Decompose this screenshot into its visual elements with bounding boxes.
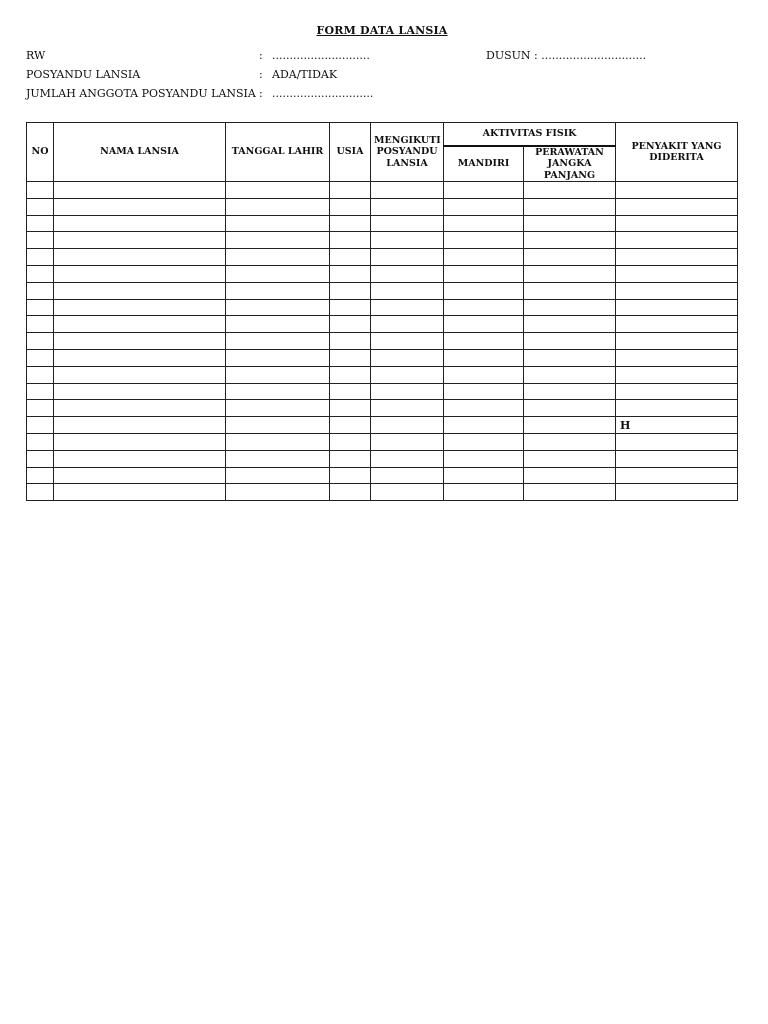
field-dusun-label: DUSUN : — [486, 49, 538, 62]
cell-penyakit[interactable] — [616, 450, 738, 467]
table-row — [27, 182, 738, 199]
cell-no[interactable] — [27, 417, 54, 434]
field-posyandu — [26, 65, 486, 84]
cell-no[interactable] — [27, 215, 54, 232]
header-tanggal-lahir: TANGGAL LAHIR — [226, 123, 330, 182]
cell-mengikuti-posyandu[interactable] — [371, 282, 444, 299]
cell-mandiri[interactable] — [444, 198, 524, 215]
table-body — [27, 182, 738, 501]
header-penyakit: PENYAKIT YANG DIDERITA — [616, 123, 738, 182]
cell-penyakit[interactable]: H — [616, 417, 738, 434]
cell-tanggal-lahir[interactable] — [226, 333, 330, 350]
cell-usia[interactable] — [330, 182, 371, 199]
cell-mandiri[interactable] — [444, 383, 524, 400]
cell-perawatan-jangka-panjang[interactable] — [524, 450, 616, 467]
cell-mengikuti-posyandu[interactable] — [371, 349, 444, 366]
cell-usia[interactable] — [330, 299, 371, 316]
cell-no[interactable] — [27, 383, 54, 400]
cell-mandiri[interactable] — [444, 299, 524, 316]
cell-nama-lansia[interactable] — [54, 383, 226, 400]
cell-mengikuti-posyandu[interactable] — [371, 366, 444, 383]
field-dusun — [486, 46, 646, 65]
cell-usia[interactable] — [330, 215, 371, 232]
cell-penyakit[interactable] — [616, 299, 738, 316]
cell-perawatan-jangka-panjang[interactable] — [524, 417, 616, 434]
cell-penyakit[interactable] — [616, 433, 738, 450]
cell-penyakit[interactable] — [616, 215, 738, 232]
field-dusun-value[interactable]: .............................. — [541, 49, 647, 62]
cell-perawatan-jangka-panjang[interactable] — [524, 316, 616, 333]
cell-mandiri[interactable] — [444, 249, 524, 266]
field-jumlah-value[interactable]: ............................. — [272, 87, 374, 100]
cell-penyakit[interactable] — [616, 467, 738, 484]
cell-tanggal-lahir[interactable] — [226, 366, 330, 383]
cell-mandiri[interactable] — [444, 232, 524, 249]
cell-nama-lansia[interactable] — [54, 484, 226, 501]
cell-usia[interactable] — [330, 417, 371, 434]
cell-no[interactable] — [27, 265, 54, 282]
form-title: FORM DATA LANSIA — [316, 24, 448, 37]
cell-no[interactable] — [27, 467, 54, 484]
header-perawatan-jangka-panjang: PERAWATAN JANGKA PANJANG — [524, 146, 616, 182]
cell-perawatan-jangka-panjang[interactable] — [524, 333, 616, 350]
cell-usia[interactable] — [330, 366, 371, 383]
cell-nama-lansia[interactable] — [54, 333, 226, 350]
cell-perawatan-jangka-panjang[interactable] — [524, 182, 616, 199]
cell-no[interactable] — [27, 198, 54, 215]
cell-usia[interactable] — [330, 198, 371, 215]
table-row — [27, 316, 738, 333]
cell-usia[interactable] — [330, 232, 371, 249]
cell-perawatan-jangka-panjang[interactable] — [524, 400, 616, 417]
cell-mandiri[interactable] — [444, 333, 524, 350]
cell-usia[interactable] — [330, 467, 371, 484]
table-row — [27, 450, 738, 467]
cell-tanggal-lahir[interactable] — [226, 484, 330, 501]
cell-nama-lansia[interactable] — [54, 282, 226, 299]
cell-no[interactable] — [27, 182, 54, 199]
field-posyandu-label: POSYANDU LANSIA — [26, 68, 141, 81]
cell-perawatan-jangka-panjang[interactable] — [524, 383, 616, 400]
cell-mengikuti-posyandu[interactable] — [371, 198, 444, 215]
header-no: NO — [27, 123, 54, 182]
cell-tanggal-lahir[interactable] — [226, 316, 330, 333]
cell-perawatan-jangka-panjang[interactable] — [524, 467, 616, 484]
cell-penyakit[interactable] — [616, 400, 738, 417]
cell-nama-lansia[interactable] — [54, 467, 226, 484]
cell-perawatan-jangka-panjang[interactable] — [524, 232, 616, 249]
cell-penyakit[interactable] — [616, 484, 738, 501]
cell-nama-lansia[interactable] — [54, 182, 226, 199]
table-row — [27, 349, 738, 366]
cell-mandiri[interactable] — [444, 467, 524, 484]
header-aktivitas-fisik: AKTIVITAS FISIK — [444, 123, 616, 146]
cell-tanggal-lahir[interactable] — [226, 232, 330, 249]
cell-mengikuti-posyandu[interactable] — [371, 215, 444, 232]
table-row — [27, 333, 738, 350]
cell-penyakit[interactable] — [616, 282, 738, 299]
cell-usia[interactable] — [330, 433, 371, 450]
cell-penyakit[interactable] — [616, 349, 738, 366]
table-row — [27, 417, 738, 434]
cell-tanggal-lahir[interactable] — [226, 249, 330, 266]
cell-tanggal-lahir[interactable] — [226, 433, 330, 450]
cell-tanggal-lahir[interactable] — [226, 182, 330, 199]
cell-penyakit[interactable] — [616, 249, 738, 266]
table-row — [27, 400, 738, 417]
cell-penyakit[interactable] — [616, 333, 738, 350]
cell-tanggal-lahir[interactable] — [226, 400, 330, 417]
cell-usia[interactable] — [330, 450, 371, 467]
header-usia: USIA — [330, 123, 371, 182]
cell-tanggal-lahir[interactable] — [226, 450, 330, 467]
table-row — [27, 198, 738, 215]
cell-no[interactable] — [27, 316, 54, 333]
cell-no[interactable] — [27, 433, 54, 450]
table-row — [27, 232, 738, 249]
cell-nama-lansia[interactable] — [54, 232, 226, 249]
cell-mandiri[interactable] — [444, 400, 524, 417]
cell-usia[interactable] — [330, 349, 371, 366]
cell-perawatan-jangka-panjang[interactable] — [524, 299, 616, 316]
table-row — [27, 282, 738, 299]
table-row — [27, 484, 738, 501]
cell-tanggal-lahir[interactable] — [226, 299, 330, 316]
cell-nama-lansia[interactable] — [54, 198, 226, 215]
cell-penyakit[interactable] — [616, 182, 738, 199]
cell-mandiri[interactable] — [444, 349, 524, 366]
cell-mengikuti-posyandu[interactable] — [371, 299, 444, 316]
cell-perawatan-jangka-panjang[interactable] — [524, 433, 616, 450]
cell-tanggal-lahir[interactable] — [226, 282, 330, 299]
table-row — [27, 366, 738, 383]
cell-penyakit[interactable] — [616, 232, 738, 249]
cell-mengikuti-posyandu[interactable] — [371, 182, 444, 199]
cell-mandiri[interactable] — [444, 366, 524, 383]
cell-mengikuti-posyandu[interactable] — [371, 417, 444, 434]
cell-mandiri[interactable] — [444, 265, 524, 282]
cell-no[interactable] — [27, 450, 54, 467]
table-row — [27, 383, 738, 400]
field-jumlah-label: JUMLAH ANGGOTA POSYANDU LANSIA — [26, 87, 256, 100]
cell-nama-lansia[interactable] — [54, 366, 226, 383]
field-jumlah-colon: : — [259, 87, 263, 100]
field-jumlah — [26, 84, 486, 103]
cell-nama-lansia[interactable] — [54, 400, 226, 417]
cell-nama-lansia[interactable] — [54, 299, 226, 316]
table-row — [27, 467, 738, 484]
table-row — [27, 299, 738, 316]
cell-usia[interactable] — [330, 333, 371, 350]
cell-no[interactable] — [27, 484, 54, 501]
cell-mengikuti-posyandu[interactable] — [371, 383, 444, 400]
cell-mengikuti-posyandu[interactable] — [371, 433, 444, 450]
table-header — [27, 123, 738, 182]
cell-perawatan-jangka-panjang[interactable] — [524, 215, 616, 232]
cell-nama-lansia[interactable] — [54, 349, 226, 366]
cell-mengikuti-posyandu[interactable] — [371, 333, 444, 350]
cell-mengikuti-posyandu[interactable] — [371, 450, 444, 467]
cell-mandiri[interactable] — [444, 215, 524, 232]
cell-no[interactable] — [27, 299, 54, 316]
cell-mengikuti-posyandu[interactable] — [371, 249, 444, 266]
cell-penyakit[interactable] — [616, 198, 738, 215]
field-posyandu-value[interactable]: ADA/TIDAK — [272, 68, 338, 81]
field-posyandu-colon: : — [259, 68, 263, 81]
cell-tanggal-lahir[interactable] — [226, 215, 330, 232]
cell-no[interactable] — [27, 366, 54, 383]
cell-mandiri[interactable] — [444, 282, 524, 299]
header-mengikuti-posyandu: MENGIKUTI POSYANDU LANSIA — [371, 123, 444, 182]
cell-usia[interactable] — [330, 400, 371, 417]
cell-perawatan-jangka-panjang[interactable] — [524, 349, 616, 366]
cell-no[interactable] — [27, 282, 54, 299]
header-mandiri: MANDIRI — [444, 146, 524, 182]
cell-mengikuti-posyandu[interactable] — [371, 467, 444, 484]
cell-no[interactable] — [27, 249, 54, 266]
table-row — [27, 433, 738, 450]
cell-no[interactable] — [27, 349, 54, 366]
cell-nama-lansia[interactable] — [54, 215, 226, 232]
cell-usia[interactable] — [330, 316, 371, 333]
cell-usia[interactable] — [330, 484, 371, 501]
cell-nama-lansia[interactable] — [54, 417, 226, 434]
cell-perawatan-jangka-panjang[interactable] — [524, 265, 616, 282]
cell-nama-lansia[interactable] — [54, 249, 226, 266]
cell-no[interactable] — [27, 333, 54, 350]
cell-usia[interactable] — [330, 383, 371, 400]
cell-tanggal-lahir[interactable] — [226, 417, 330, 434]
lansia-table — [26, 122, 738, 501]
cell-nama-lansia[interactable] — [54, 433, 226, 450]
table-row — [27, 265, 738, 282]
header-nama-lansia: NAMA LANSIA — [54, 123, 226, 182]
table-row — [27, 249, 738, 266]
cell-mengikuti-posyandu[interactable] — [371, 265, 444, 282]
cell-mengikuti-posyandu[interactable] — [371, 400, 444, 417]
cell-perawatan-jangka-panjang[interactable] — [524, 484, 616, 501]
cell-perawatan-jangka-panjang[interactable] — [524, 366, 616, 383]
field-rw-value[interactable]: ............................ — [272, 49, 370, 62]
cell-penyakit[interactable] — [616, 316, 738, 333]
cell-no[interactable] — [27, 232, 54, 249]
cell-nama-lansia[interactable] — [54, 316, 226, 333]
field-rw-label: RW — [26, 49, 46, 62]
cell-usia[interactable] — [330, 265, 371, 282]
cell-penyakit[interactable] — [616, 366, 738, 383]
cell-tanggal-lahir[interactable] — [226, 349, 330, 366]
cell-nama-lansia[interactable] — [54, 265, 226, 282]
cell-mandiri[interactable] — [444, 182, 524, 199]
cell-tanggal-lahir[interactable] — [226, 467, 330, 484]
cell-usia[interactable] — [330, 282, 371, 299]
cell-mandiri[interactable] — [444, 417, 524, 434]
cell-perawatan-jangka-panjang[interactable] — [524, 282, 616, 299]
field-rw — [26, 46, 486, 65]
cell-nama-lansia[interactable] — [54, 450, 226, 467]
cell-penyakit[interactable] — [616, 265, 738, 282]
cell-mandiri[interactable] — [444, 316, 524, 333]
cell-penyakit[interactable] — [616, 383, 738, 400]
cell-usia[interactable] — [330, 249, 371, 266]
cell-mandiri[interactable] — [444, 433, 524, 450]
cell-perawatan-jangka-panjang[interactable] — [524, 249, 616, 266]
cell-tanggal-lahir[interactable] — [226, 265, 330, 282]
table-row — [27, 215, 738, 232]
cell-mengikuti-posyandu[interactable] — [371, 232, 444, 249]
cell-no[interactable] — [27, 400, 54, 417]
cell-mandiri[interactable] — [444, 450, 524, 467]
cell-tanggal-lahir[interactable] — [226, 383, 330, 400]
cell-perawatan-jangka-panjang[interactable] — [524, 198, 616, 215]
cell-mandiri[interactable] — [444, 484, 524, 501]
field-rw-colon: : — [259, 49, 263, 62]
cell-tanggal-lahir[interactable] — [226, 198, 330, 215]
cell-mengikuti-posyandu[interactable] — [371, 316, 444, 333]
cell-mengikuti-posyandu[interactable] — [371, 484, 444, 501]
